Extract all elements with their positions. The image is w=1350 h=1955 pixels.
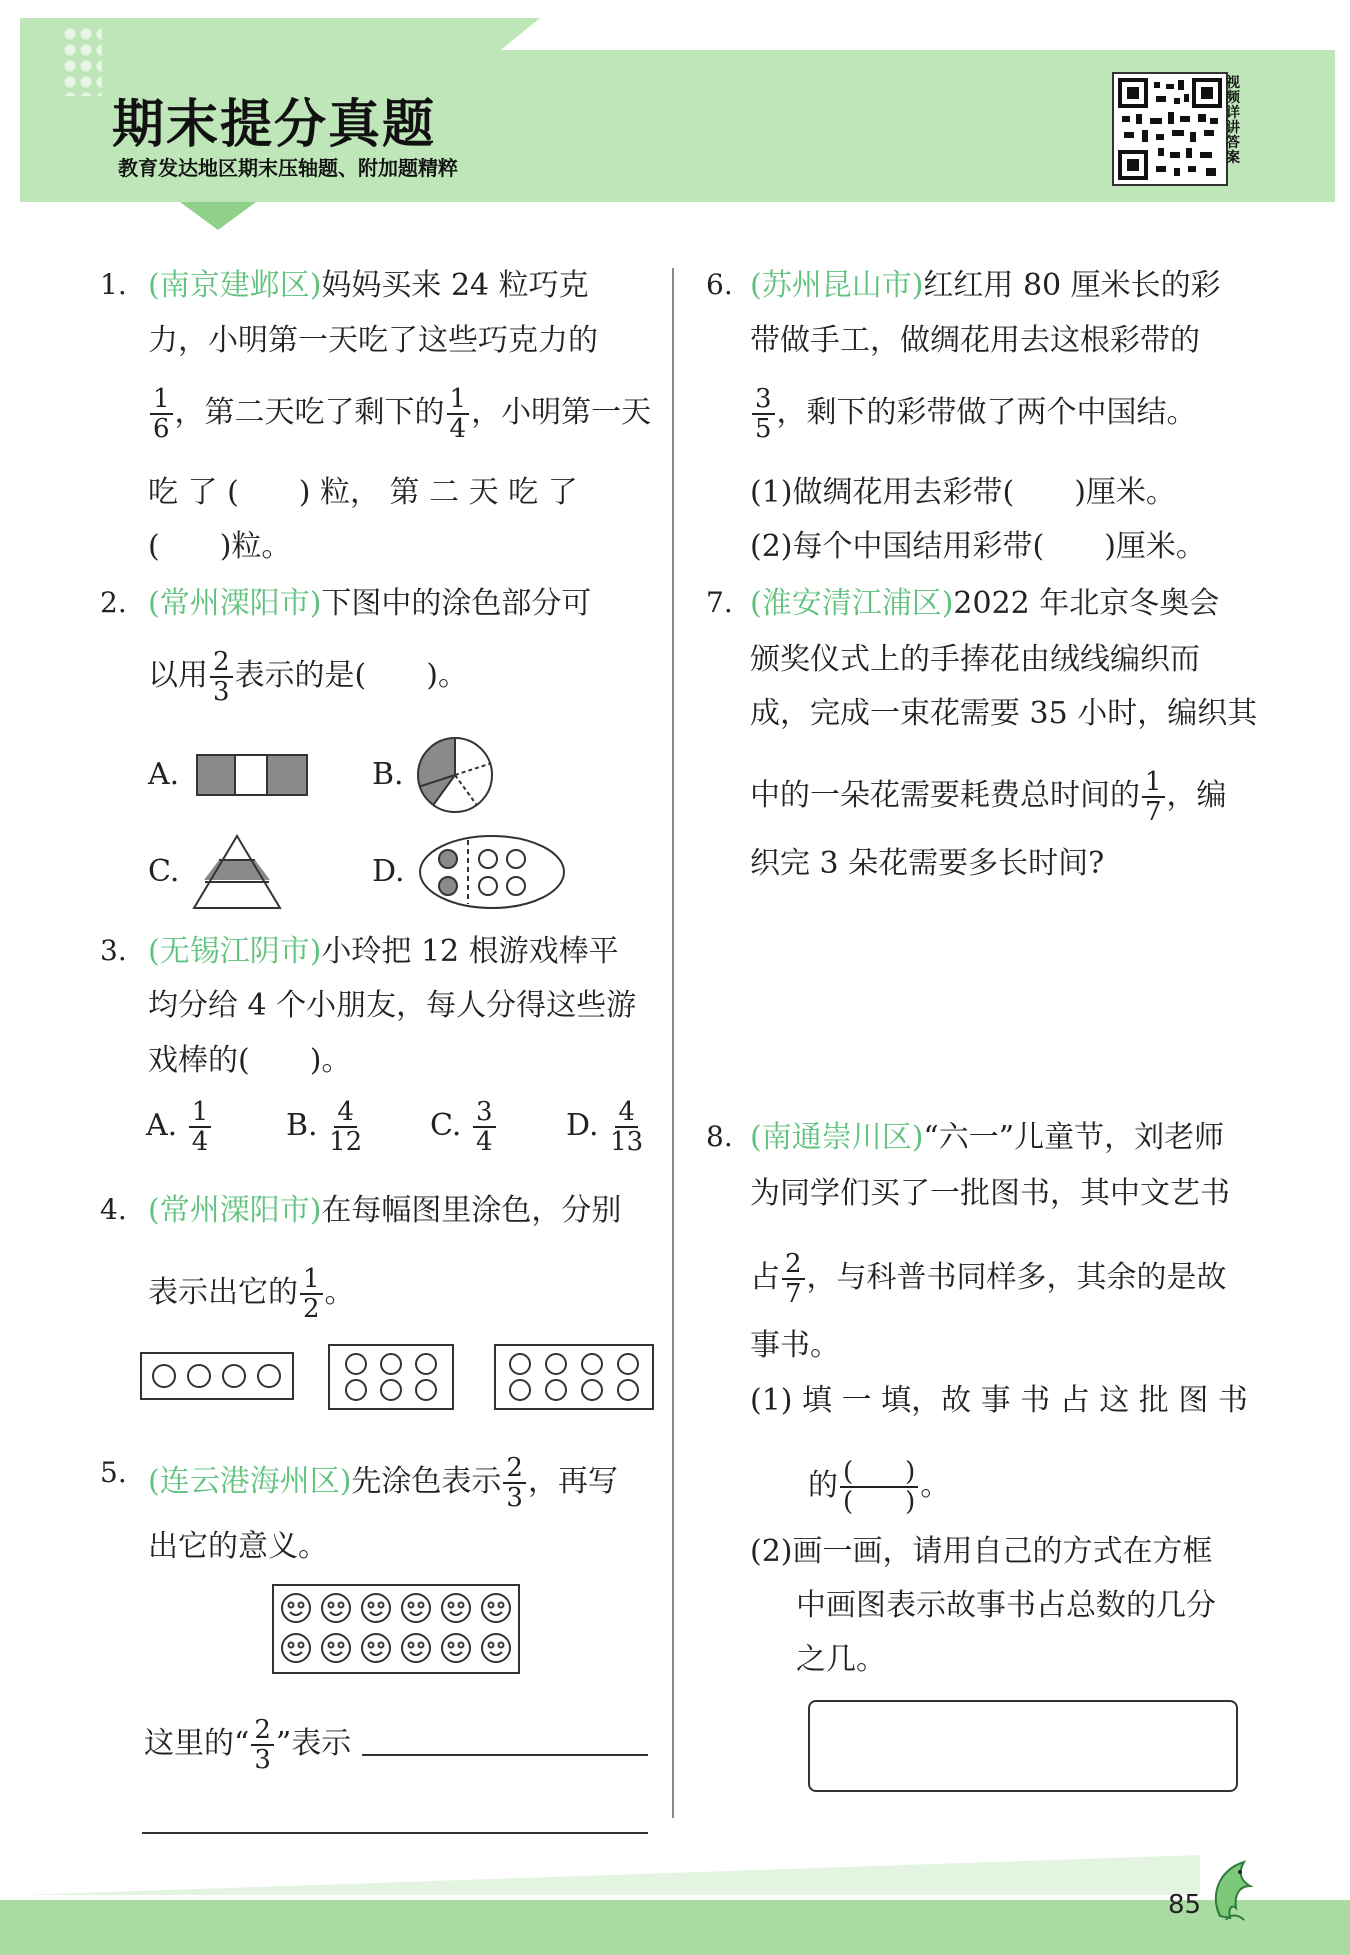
q4-source: (常州溧阳市) <box>148 1193 322 1228</box>
q8-line-1: (南通崇川区)“六一”儿童节，刘老师 <box>750 1120 1225 1155</box>
q8-line-2: 为同学们买了一批图书，其中文艺书 <box>750 1176 1230 1211</box>
smiley-face-icon[interactable] <box>442 1594 470 1622</box>
q6-sub-2: (2)每个中国结用彩带( )厘米。 <box>750 529 1206 564</box>
q3-option-b[interactable]: B. $\frac{4}{12}$ <box>286 1097 363 1157</box>
q8-answer-fraction[interactable]: $\frac{( )}{( )}$ <box>840 1458 918 1516</box>
q4-figure-3[interactable] <box>494 1344 654 1410</box>
q2-line-2: 以用 $\frac{2}{3}$ 表示的是( )。 <box>148 647 468 707</box>
q5-fraction-2: $\frac{2}{3}$ <box>251 1716 274 1774</box>
q1-line-3: $\frac{1}{6}$ ，第二天吃了剩下的 $\frac{1}{4}$ ，小明第一天 <box>148 385 651 443</box>
q6-line-1: (苏州昆山市)红红用 80 厘米长的彩 <box>750 268 1221 303</box>
q5-number: 5. <box>100 1456 127 1489</box>
q7-source: (淮安清江浦区) <box>750 586 954 621</box>
page-title: 期末提分真题 <box>112 95 437 155</box>
q3-line-2: 均分给 4 个小朋友，每人分得这些游 <box>148 988 637 1023</box>
q4-number: 4. <box>100 1193 127 1226</box>
q2-source: (常州溧阳市) <box>148 586 322 621</box>
smiley-face-icon[interactable] <box>482 1634 510 1662</box>
q6-number: 6. <box>706 268 733 301</box>
q8-line-3: 占 $\frac{2}{7}$ ，与科普书同样多，其余的是故 <box>750 1249 1227 1309</box>
q1-number: 1. <box>100 268 127 301</box>
q7-line-1: (淮安清江浦区)2022 年北京冬奥会 <box>750 586 1220 621</box>
q5-fraction: $\frac{2}{3}$ <box>503 1454 526 1512</box>
smiley-face-icon[interactable] <box>322 1634 350 1662</box>
q1-line-5: ( )粒。 <box>148 529 292 564</box>
smiley-face-icon[interactable] <box>322 1594 350 1622</box>
q8-sub-1: (1) 填 一 填，故 事 书 占 这 批 图 书 <box>750 1383 1248 1418</box>
smiley-face-icon[interactable] <box>442 1634 470 1662</box>
q1-fraction-2: $\frac{1}{4}$ <box>447 385 470 443</box>
q5-line-2: 出它的意义。 <box>148 1529 328 1564</box>
q2-option-c-label: C. <box>148 854 180 889</box>
q5-answer-line-2[interactable] <box>142 1832 648 1834</box>
q5-answer-line-1[interactable] <box>362 1754 648 1756</box>
banner-arrow <box>180 202 256 230</box>
q2-line-1: (常州溧阳市)下图中的涂色部分可 <box>148 586 592 621</box>
q3-number: 3. <box>100 934 127 967</box>
q4-line-1: (常州溧阳市)在每幅图里涂色，分别 <box>148 1193 622 1228</box>
qr-label: 视频详讲答案 <box>1226 75 1240 166</box>
q3-line-3: 戏棒的( )。 <box>148 1043 352 1078</box>
q1-source: (南京建邺区) <box>148 268 322 303</box>
q1-fraction-1: $\frac{1}{6}$ <box>150 385 173 443</box>
q2-option-b-circle[interactable] <box>416 736 494 814</box>
q4-fraction: $\frac{1}{2}$ <box>300 1265 323 1323</box>
q1-line-1 <box>148 266 589 306</box>
smiley-face-icon[interactable] <box>402 1634 430 1662</box>
q6-line-3: $\frac{3}{5}$ ，剩下的彩带做了两个中国结。 <box>750 385 1197 443</box>
q8-sub-2-line-1: (2)画一画，请用自己的方式在方框 <box>750 1534 1213 1569</box>
q8-sub-2-line-3: 之几。 <box>796 1642 886 1677</box>
decorative-dots <box>62 26 102 96</box>
page-number: 85 <box>1168 1890 1202 1920</box>
q1-line-4: 吃 了 ( ) 粒， 第 二 天 吃 了 <box>148 475 578 510</box>
q2-number: 2. <box>100 586 127 619</box>
q7-line-5: 织完 3 朵花需要多长时间? <box>750 846 1105 881</box>
qr-code-icon[interactable] <box>1112 72 1228 186</box>
smiley-face-icon[interactable] <box>282 1594 310 1622</box>
q2-option-d-oval[interactable] <box>418 834 566 910</box>
smiley-face-icon[interactable] <box>362 1594 390 1622</box>
dolphin-icon <box>1200 1856 1264 1928</box>
q7-line-3: 成，完成一束花需要 35 小时，编织其 <box>750 696 1258 731</box>
q2-option-a-rect[interactable] <box>196 754 308 796</box>
q5-smiley-grid[interactable] <box>272 1584 520 1674</box>
footer-band <box>0 1900 1350 1955</box>
q7-fraction: $\frac{1}{7}$ <box>1142 768 1165 826</box>
column-divider <box>672 268 674 1818</box>
q6-line-2: 带做手工，做绸花用去这根彩带的 <box>750 323 1200 358</box>
footer-stripe <box>20 1855 1200 1895</box>
q4-line-2: 表示出它的 $\frac{1}{2}$ 。 <box>148 1264 355 1324</box>
q6-source: (苏州昆山市) <box>750 268 924 303</box>
smiley-face-icon[interactable] <box>482 1594 510 1622</box>
smiley-face-icon[interactable] <box>362 1634 390 1662</box>
q8-sub-2-line-2: 中画图表示故事书占总数的几分 <box>796 1588 1216 1623</box>
q2-option-c-triangle[interactable] <box>192 834 282 910</box>
q7-line-2: 颁奖仪式上的手捧花由绒线编织而 <box>750 642 1200 677</box>
q3-option-d[interactable]: D. $\frac{4}{13}$ <box>566 1097 644 1157</box>
q3-line-1: (无锡江阴市)小玲把 12 根游戏棒平 <box>148 934 619 969</box>
smiley-face-icon[interactable] <box>282 1634 310 1662</box>
q3-option-a[interactable]: A. $\frac{1}{4}$ <box>146 1098 213 1156</box>
q2-option-a-label: A. <box>148 757 180 792</box>
q1-line-2: 力，小明第一天吃了这些巧克力的 <box>148 323 598 358</box>
q8-sub-1-fill: 的 $\frac{( )}{( )}$ 。 <box>808 1457 951 1517</box>
q3-source: (无锡江阴市) <box>148 934 322 969</box>
q8-source: (南通崇川区) <box>750 1120 924 1155</box>
q4-figure-2[interactable] <box>328 1344 454 1410</box>
q8-number: 8. <box>706 1120 733 1153</box>
q4-figure-1[interactable] <box>140 1352 294 1400</box>
q1-text-1: 妈妈买来 24 粒巧克 <box>321 268 589 303</box>
q6-sub-1: (1)做绸花用去彩带( )厘米。 <box>750 475 1176 510</box>
q5-line-1: (连云港海州区)先涂色表示 $\frac{2}{3}$ ，再写 <box>148 1453 618 1513</box>
q7-number: 7. <box>706 586 733 619</box>
q8-fraction: $\frac{2}{7}$ <box>782 1250 805 1308</box>
q8-drawing-box[interactable] <box>808 1700 1238 1792</box>
q2-option-d-label: D. <box>372 854 405 889</box>
q7-line-4: 中的一朵花需要耗费总时间的 $\frac{1}{7}$ ，编 <box>750 767 1227 827</box>
q3-option-c[interactable]: C. $\frac{3}{4}$ <box>430 1098 498 1156</box>
q8-line-4: 事书。 <box>750 1328 840 1363</box>
smiley-face-icon[interactable] <box>402 1594 430 1622</box>
q2-option-b-label: B. <box>372 757 404 792</box>
q6-fraction: $\frac{3}{5}$ <box>752 385 775 443</box>
q5-source: (连云港海州区) <box>148 1464 352 1499</box>
q2-fraction: $\frac{2}{3}$ <box>210 648 233 706</box>
page-subtitle: 教育发达地区期末压轴题、附加题精粹 <box>118 156 458 180</box>
q5-line-3: 这里的“ $\frac{2}{3}$ ”表示 <box>144 1715 352 1775</box>
